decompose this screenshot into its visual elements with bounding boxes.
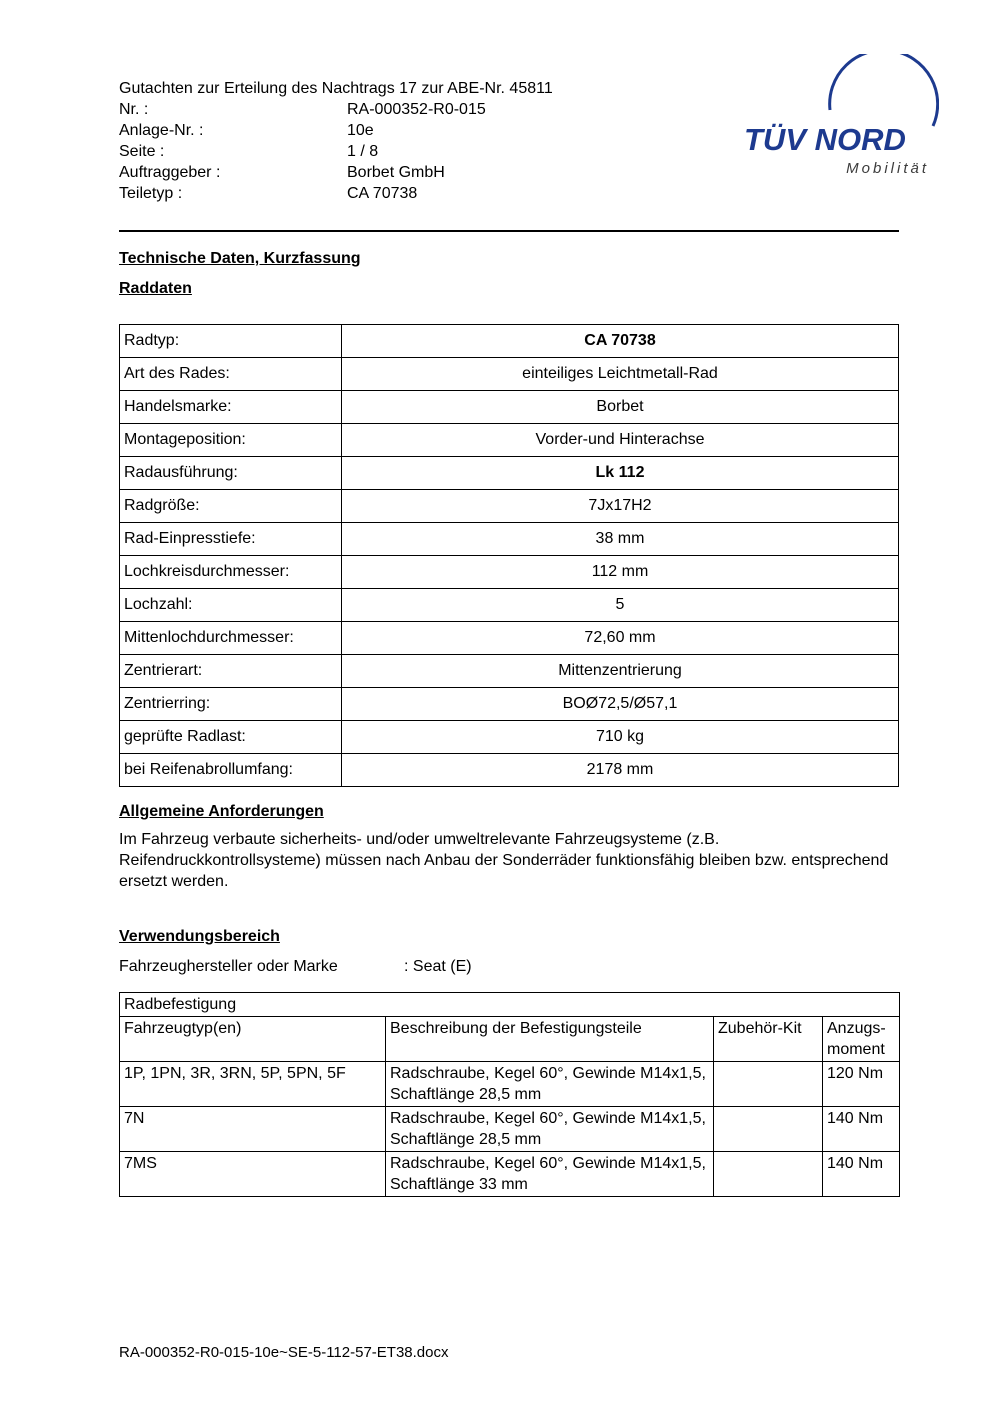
table-row [120, 358, 899, 391]
row-label: Handelsmarke: [120, 391, 342, 424]
cell-beschreibung: Radschraube, Kegel 60°, Gewinde M14x1,5, Schaftlänge 28,5 mm [386, 1107, 714, 1152]
row-value: Mittenzentrierung [342, 655, 899, 688]
row-label: Zentrierart: [120, 655, 342, 688]
row-label: geprüfte Radlast: [120, 721, 342, 754]
tuv-nord-logo-graphic [744, 54, 939, 166]
table-row [120, 556, 899, 589]
table-row [120, 1152, 900, 1197]
row-value: 710 kg [342, 721, 899, 754]
cell-fahrzeugtyp: 1P, 1PN, 3R, 3RN, 5P, 5PN, 5F [120, 1062, 386, 1107]
table-row [120, 424, 899, 457]
row-value: BOØ72,5/Ø57,1 [342, 688, 899, 721]
field-value: CA 70738 [347, 185, 418, 202]
table-row [120, 490, 899, 523]
table-row [120, 655, 899, 688]
cell-fahrzeugtyp: 7MS [120, 1152, 386, 1197]
row-value: Lk 112 [342, 457, 899, 490]
row-value: einteiliges Leichtmetall-Rad [342, 358, 899, 391]
cell-anzugsmoment: 120 Nm [823, 1062, 900, 1107]
table-row [120, 325, 899, 358]
row-label: Radgröße: [120, 490, 342, 523]
fahrzeughersteller-label: Fahrzeughersteller oder Marke [119, 958, 338, 975]
cell-fahrzeugtyp: 7N [120, 1107, 386, 1152]
cell-anzugsmoment: 140 Nm [823, 1152, 900, 1197]
cell-zubehoer [714, 1107, 823, 1152]
table-row [120, 589, 899, 622]
row-value: 112 mm [342, 556, 899, 589]
column-header-fahrzeugtyp: Fahrzeugtyp(en) [120, 1017, 386, 1062]
row-value: Borbet [342, 391, 899, 424]
row-label: Lochzahl: [120, 589, 342, 622]
logo-subtitle: Mobilität [846, 160, 929, 177]
radbefestigung-table [119, 992, 900, 1197]
section-heading-technische-daten: Technische Daten, Kurzfassung [119, 250, 361, 267]
field-value: 1 / 8 [347, 143, 379, 160]
row-label: Montageposition: [120, 424, 342, 457]
field-label: Nr. : [119, 101, 149, 118]
table-row [120, 523, 899, 556]
row-label: Rad-Einpresstiefe: [120, 523, 342, 556]
row-value: 72,60 mm [342, 622, 899, 655]
column-header-zubehoer-kit: Zubehör-Kit [714, 1017, 823, 1062]
table-row [120, 1107, 900, 1152]
row-value: 7Jx17H2 [342, 490, 899, 523]
row-value: 38 mm [342, 523, 899, 556]
table-row [120, 391, 899, 424]
field-label: Auftraggeber : [119, 164, 221, 181]
logo-wordmark: TÜV NORD [744, 122, 906, 157]
radbefestigung-title-row [120, 993, 900, 1017]
row-label: Art des Rades: [120, 358, 342, 391]
table-row [120, 457, 899, 490]
document-title: Gutachten zur Erteilung des Nachtrags 17 zur ABE-Nr. 45811 [119, 80, 553, 97]
field-label: Seite : [119, 143, 165, 160]
document-header [119, 78, 929, 204]
table-row [120, 622, 899, 655]
row-value: 2178 mm [342, 754, 899, 787]
row-label: bei Reifenabrollumfang: [120, 754, 342, 787]
row-value: 5 [342, 589, 899, 622]
section-heading-verwendungsbereich: Verwendungsbereich [119, 928, 280, 945]
column-header-anzugsmoment: Anzugs-moment [823, 1017, 900, 1062]
section-heading-raddaten: Raddaten [119, 280, 192, 297]
field-label: Anlage-Nr. : [119, 122, 204, 139]
cell-beschreibung: Radschraube, Kegel 60°, Gewinde M14x1,5, Schaftlänge 28,5 mm [386, 1062, 714, 1107]
fahrzeughersteller-value: : Seat (E) [404, 958, 472, 975]
radbefestigung-header-row [120, 1017, 900, 1062]
row-label: Lochkreisdurchmesser: [120, 556, 342, 589]
field-value: 10e [347, 122, 374, 139]
fahrzeughersteller-line [119, 958, 899, 976]
raddaten-table [119, 324, 899, 787]
field-value: Borbet GmbH [347, 164, 445, 181]
row-value: Vorder-und Hinterachse [342, 424, 899, 457]
field-value: RA-000352-R0-015 [347, 101, 486, 118]
field-label: Teiletyp : [119, 185, 183, 202]
row-label: Mittenlochdurchmesser: [120, 622, 342, 655]
header-divider [119, 230, 899, 232]
cell-beschreibung: Radschraube, Kegel 60°, Gewinde M14x1,5, Schaftlänge 33 mm [386, 1152, 714, 1197]
row-label: Radausführung: [120, 457, 342, 490]
allgemeine-anforderungen-text: Im Fahrzeug verbaute sicherheits- und/oder umweltrelevante Fahrzeugsysteme (z.B. Reifendruckkontrollsysteme) müssen nach Anbau der Sonderräder funktionsfähig bleiben bzw. entsprechend ersetzt werden. [119, 831, 889, 890]
row-label: Zentrierring: [120, 688, 342, 721]
tuv-nord-logo [744, 54, 939, 177]
section-heading-allgemeine-anforderungen: Allgemeine Anforderungen [119, 803, 324, 820]
table-row [120, 688, 899, 721]
table-row [120, 721, 899, 754]
cell-anzugsmoment: 140 Nm [823, 1107, 900, 1152]
table-row [120, 754, 899, 787]
cell-zubehoer [714, 1062, 823, 1107]
row-label: Radtyp: [120, 325, 342, 358]
field-teiletyp [119, 183, 899, 204]
radbefestigung-title: Radbefestigung [120, 993, 900, 1017]
column-header-beschreibung: Beschreibung der Befestigungsteile [386, 1017, 714, 1062]
row-value: CA 70738 [342, 325, 899, 358]
table-row [120, 1062, 900, 1107]
cell-zubehoer [714, 1152, 823, 1197]
document-filename: RA-000352-R0-015-10e~SE-5-112-57-ET38.docx [119, 1344, 449, 1361]
